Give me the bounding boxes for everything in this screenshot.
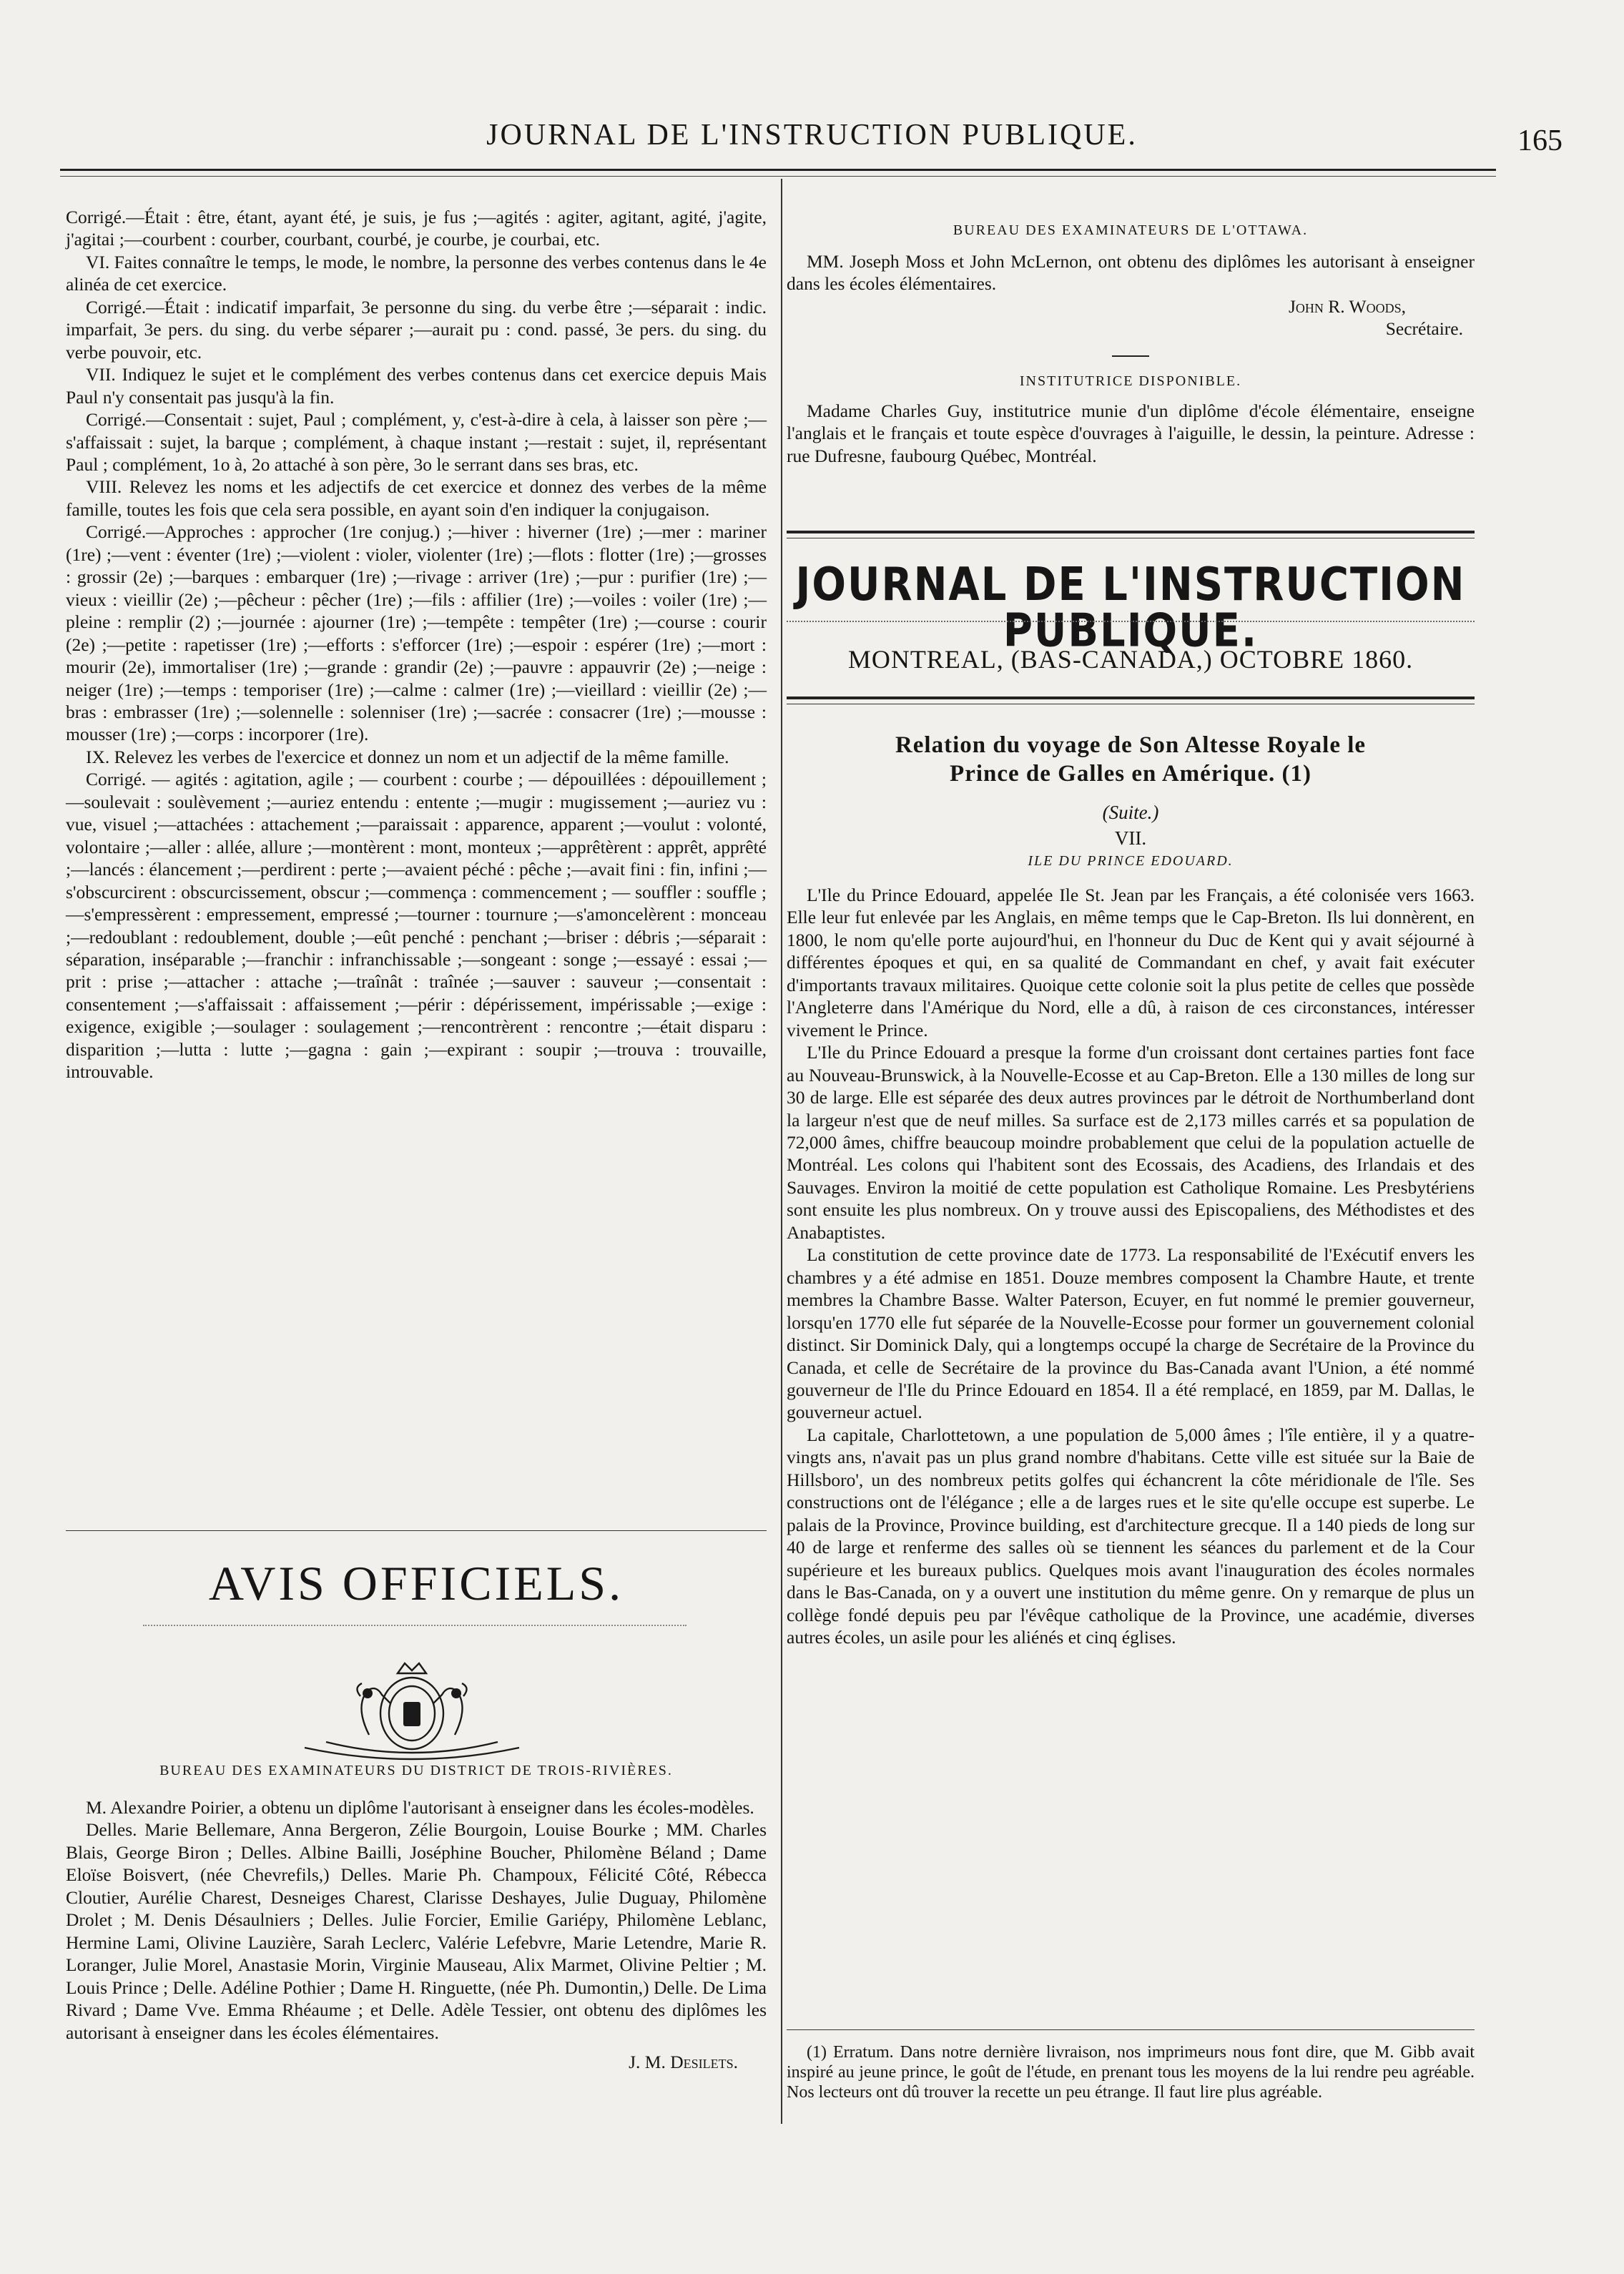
footnote-rule — [787, 2029, 1475, 2030]
article-section-heading: ILE DU PRINCE EDOUARD. — [1028, 853, 1234, 869]
signature: J. M. Desilets. — [629, 2051, 738, 2072]
header-rule — [60, 169, 1496, 171]
article-paragraph: L'Ile du Prince Edouard a presque la forme d'un croissant dont certaines parties font face au Nouveau-Brunswick, à la Nouvelle-Ecosse et au Cap-Breton. Elle a 130 milles de long sur 30 de large. Elle est séparée des deux autres provinces par le détroit de Northumberland dont la largeur n'est que de neuf milles. Sa surface est de 2,173 milles carrés et sa population de 72,000 âmes, chiffre beaucoup moindre probablement que celui de la population actuelle de Montréal. Les colons qui l'habitent sont des Ecossais, des Acadiens, des Irlandais et des Sauvages. Environ la moitié de cette population est Catholique Romaine. Les Presbytériens sont ensuite les plus nombreux. On y trouve aussi des Episcopaliens, des Méthodistes et des Anabaptistes. — [787, 1042, 1475, 1243]
running-title: JOURNAL DE L'INSTRUCTION PUBLIQUE. — [486, 119, 1138, 152]
page-number: 165 — [1517, 124, 1563, 157]
institutrice-heading: INSTITUTRICE DISPONIBLE. — [1019, 373, 1242, 389]
corrige-paragraph: Corrigé.—Approches : approcher (1re conjug.) ;—hiver : hiverner (1re) ;—mer : mariner (1re) ;—vent : éventer (1re) ;—violent : violer, violenter (1re) ;—flots : flotter (1re) ;—grosses : grossir (2e) ;—barques : embarquer (1re) ;—rivage : arriver (1re) ;—pur : purifier (1re) ;—vieux : vieillir (2e) ;—pêcheur : pêcher (1re) ;—fils : affilier (1re) ;—voiles : voiler (1re) ;—pleine : remplir (2) ;—journée : ajourner (1re) ;—tempête : tempêter (1re) ;—course : courir (2e) ;—petite : rapetisser (1re) ;—efforts : s'efforcer (1re) ;—espoir : espérer (1re) ;—mort : mourir (2e), immortaliser (1re) ;—grande : grandir (2e) ;—pauvre : appauvrir (2e) ;—neige : neiger (1re) ;—temps : temporiser (1re) ;—calme : calmer (1re) ;—vieillard : vieillir (2e) ;—bras : embrasser (1re) ;—solennelle : solenniser (1re) ;—sacrée : consacrer (1re) ;—mousse : mousser (1re) ;—corps : incorporer (1re). — [66, 521, 767, 745]
corrige-paragraph: Corrigé. — agités : agitation, agile ; — courbent : courbe ; — dépouillées : dépouillement ;—soulevait : soulèvement ;—auriez entendu : entente ;—mugir : mugissement ;—auriez vu : vue, visuel ;—attachées : attachement ;—paraissait : apparence, apparent ;—voulut : volonté, volontaire ;—aller : allée, allure ;—montèrent : mont, monteux ;—apprêtèrent : apprêt, apprêté ;—lancés : élancement ;—perdirent : perte ;—avaient péché : pêche ;—avait fini : fin, infini ;—s'obscurcirent : obscurcissement, obscur ;—commença : commencement ; — souffler : souffle ;—s'empressèrent : empressement, empressé ;—tourner : tournure ;—s'amoncelèrent : monceau ;—redoublant : redoublement, double ;—eût penché : penchant ;—briser : débris ;—séparait : séparation, inséparable ;—franchir : infranchissable ;—songeant : songe ;—essayé : essai ;—prit : prise ;—attacher : attache ;—traînât : traînée ;—sauver : sauveur ;—consentait : consentement ;—s'affaissait : affaissement ;—périr : dépérissement, impérissable ;—exige : exigence, exigible ;—soulager : soulagement ;—rencontrèrent : rencontre ;—était disparu : disparition ;—lutta : lutte ;—gagna : gain ;—expirant : soupir ;—trouva : trouvaille, introuvable. — [66, 769, 767, 1083]
masthead-rule — [787, 531, 1475, 533]
bureau-heading: BUREAU DES EXAMINATEURS DU DISTRICT DE TROIS-RIVIÈRES. — [159, 1763, 673, 1778]
notice-paragraph: Delles. Marie Bellemare, Anna Bergeron, Zélie Bourgoin, Louise Bourke ; MM. Charles Blais, George Biron ; Delles. Albine Bailli, Joséphine Boucher, Philomène Béland ; Dame Eloïse Boisvert, (née Chevrefils,) Delles. Marie Ph. Champoux, Félicité Côté, Rébecca Cloutier, Aurélie Charest, Desneiges Charest, Clarisse Deshayes, Julie Duguay, Philomène Drolet ; M. Denis Désaulniers ; Delles. Julie Forcier, Emilie Gariépy, Philomène Leblanc, Hermine Lami, Olivine Lauzière, Sarah Leclerc, Valérie Lefebvre, Marie Letendre, Marie R. Loranger, Julie Morel, Anastasie Morin, Virginie Mauseau, Alix Marmet, Olivine Peltier ; M. Louis Prince ; Delle. Adéline Pothier ; Dame H. Ringuette, (née Ph. Dumontin,) Delle. De Lima Rivard ; Dame Vve. Emma Rhéaume ; et Delle. Adèle Tessier, ont obtenu des diplômes les autorisant à enseigner dans les écoles élémentaires. — [66, 1819, 767, 2043]
corrige-paragraph: Corrigé.—Consentait : sujet, Paul ; complément, y, c'est-à-dire à cela, à laisser son père ;—s'affaissait : sujet, la barque ; complément, à chaque instant ;—restait : sujet, il, représentant Paul ; complément, 1o à, 2o attaché à son père, 3o le serrant dans ses bras, etc. — [66, 409, 767, 475]
footnote-text: (1) Erratum. Dans notre dernière livraison, nos imprimeurs nous font dire, que M. Gibb avait inspiré au jeune prince, le goût de l'étude, en prenant tous les moyens de la lui rendre peu agréable. Nos lecteurs ont dû trouver la recette un peu étrange. Il faut lire plus agréable. — [787, 2043, 1475, 2102]
article-suite: (Suite.) — [1102, 802, 1159, 823]
notice-paragraph: M. Alexandre Poirier, a obtenu un diplôme l'autorisant à enseigner dans les écoles-modèles. — [86, 1797, 754, 1818]
dotted-rule — [787, 621, 1475, 622]
avis-officiels-heading: AVIS OFFICIELS. — [208, 1556, 624, 1610]
signature-name: John R. Woods, — [1288, 295, 1406, 317]
bureau-heading: BUREAU DES EXAMINATEURS DE L'OTTAWA. — [953, 222, 1309, 238]
dateline: MONTREAL, (BAS-CANADA,) OCTOBRE 1860. — [847, 645, 1414, 674]
trois-rivieres-notice — [66, 1761, 767, 2073]
exercise-paragraph: IX. Relevez les verbes de l'exercice et donnez un nom et un adjectif de la même famille. — [86, 746, 729, 767]
article-title-line: Prince de Galles en Amérique. (1) — [950, 761, 1311, 787]
section-rule — [66, 1530, 767, 1531]
royal-coat-of-arms-icon — [283, 1656, 541, 1763]
footnote — [787, 2042, 1475, 2102]
journal-masthead: JOURNAL DE L'INSTRUCTION PUBLIQUE. — [795, 558, 1466, 658]
right-column — [787, 206, 1475, 467]
header-rule-thin — [60, 176, 1496, 177]
notice-paragraph: MM. Joseph Moss et John McLernon, ont obtenu des diplômes les autorisant à enseigner dans les écoles élémentaires. — [787, 251, 1475, 295]
exercise-paragraph: VI. Faites connaître le temps, le mode, le nombre, la personne des verbes contenus dans le 4e alinéa de cet exercice. — [66, 251, 767, 295]
article-paragraph: La constitution de cette province date de 1773. La responsabilité de l'Exécutif envers les chambres y a été admise en 1851. Douze membres composent la Chambre Haute, et trente membres la Chambre Basse. Walter Paterson, Ecuyer, en fut nommé le premier gouverneur, lorsqu'en 1770 elle fut séparée de la Nouvelle-Ecosse pour former un gouvernement colonial distinct. Sir Dominick Daly, qui a longtemps occupé la charge de Secrétaire de la Province du Canada, et celle de Secrétaire de la province du Bas-Canada avant l'Union, a été nommé gouverneur de l'Ile du Prince Edouard en 1854. Il a été remplacé, en 1859, par M. Dallas, le gouverneur actuel. — [787, 1244, 1475, 1423]
notice-paragraph: Madame Charles Guy, institutrice munie d'un diplôme d'école élémentaire, enseigne l'anglais et le français et toute espèce d'ouvrages à l'aiguille, le dessin, la peinture. Adresse : rue Dufresne, faubourg Québec, Montréal. — [787, 400, 1475, 466]
short-rule — [1112, 355, 1149, 357]
exercise-paragraph: VIII. Relevez les noms et les adjectifs de cet exercice et donnez des verbes de la même famille, toutes les fois que cela sera possible, en ayant soin d'en indiquer la conjugaison. — [66, 476, 767, 520]
corrige-paragraph: Corrigé.—Était : être, étant, ayant été, je suis, je fus ;—agités : agiter, agitant, agité, j'agite, j'agitai ;—courbent : courber, courbant, courbé, je courbe, je courbai, etc. — [66, 207, 767, 250]
signature-title: Secrétaire. — [1385, 318, 1463, 339]
exercise-paragraph: VII. Indiquez le sujet et le complément des verbes contenus dans cet exercice depuis Mais Paul n'y consentait pas jusqu'à la fin. — [66, 364, 767, 408]
corrige-paragraph: Corrigé.—Était : indicatif imparfait, 3e personne du sing. du verbe être ;—séparait : indic. imparfait, 3e pers. du sing. du verbe séparer ;—aurait pu : cond. passé, 3e pers. du sing. du verbe pouvoir, etc. — [66, 296, 767, 363]
left-column — [66, 206, 767, 1083]
article-title-line: Relation du voyage de Son Altesse Royale le — [895, 732, 1367, 758]
article-paragraph: La capitale, Charlottetown, a une population de 5,000 âmes ; l'île entière, il y a quatre-vingts ans, n'avait pas un plus grand nombre d'habitans. Cette ville est située sur la Baie de Hillsboro', un des nombreux petits golfes qui échancrent la côte méridionale de l'île. Ses constructions ont de l'élégance ; elle a de larges rues et le site qu'elle occupe est superbe. Le palais de la Province, Province building, est d'architecture grecque. Il a 140 pieds de long sur 40 de large et renferme des salles où se tiennent les séances du parlement et de la Cour supérieure et les bureaux publics. Quelques mois avant l'inauguration des écoles normales dans le Bas-Canada, on y a ouvert une institution du même genre. On y remarque de plus un collège fondé depuis peu par l'évêque catholique de la Province, une académie, diverses autres écoles, un asile pour les aliénés et cinq églises. — [787, 1424, 1475, 1648]
article-chapter: VII. — [1114, 827, 1147, 849]
dateline-rule — [787, 697, 1475, 699]
column-divider — [781, 179, 782, 2124]
dotted-rule — [143, 1625, 686, 1626]
article — [787, 731, 1475, 1648]
article-paragraph: L'Ile du Prince Edouard, appelée Ile St. Jean par les Français, a été colonisée vers 1663. Elle leur fut enlevée par les Anglais, en même temps que le Cap-Breton. Ils lui donnèrent, en 1800, le nom qu'elle porte aujourd'hui, en l'honneur du Duc de Kent qui y avait séjourné à différentes époques et qui, en sa qualité de Commandant en chef, y avait fait exécuter d'importants travaux militaires. Quoique cette colonie soit la plus petite de celles que possède l'Angleterre dans l'Amérique du Nord, elle a dû, à raison de ces circonstances, intéresser vivement le Prince. — [787, 885, 1475, 1040]
